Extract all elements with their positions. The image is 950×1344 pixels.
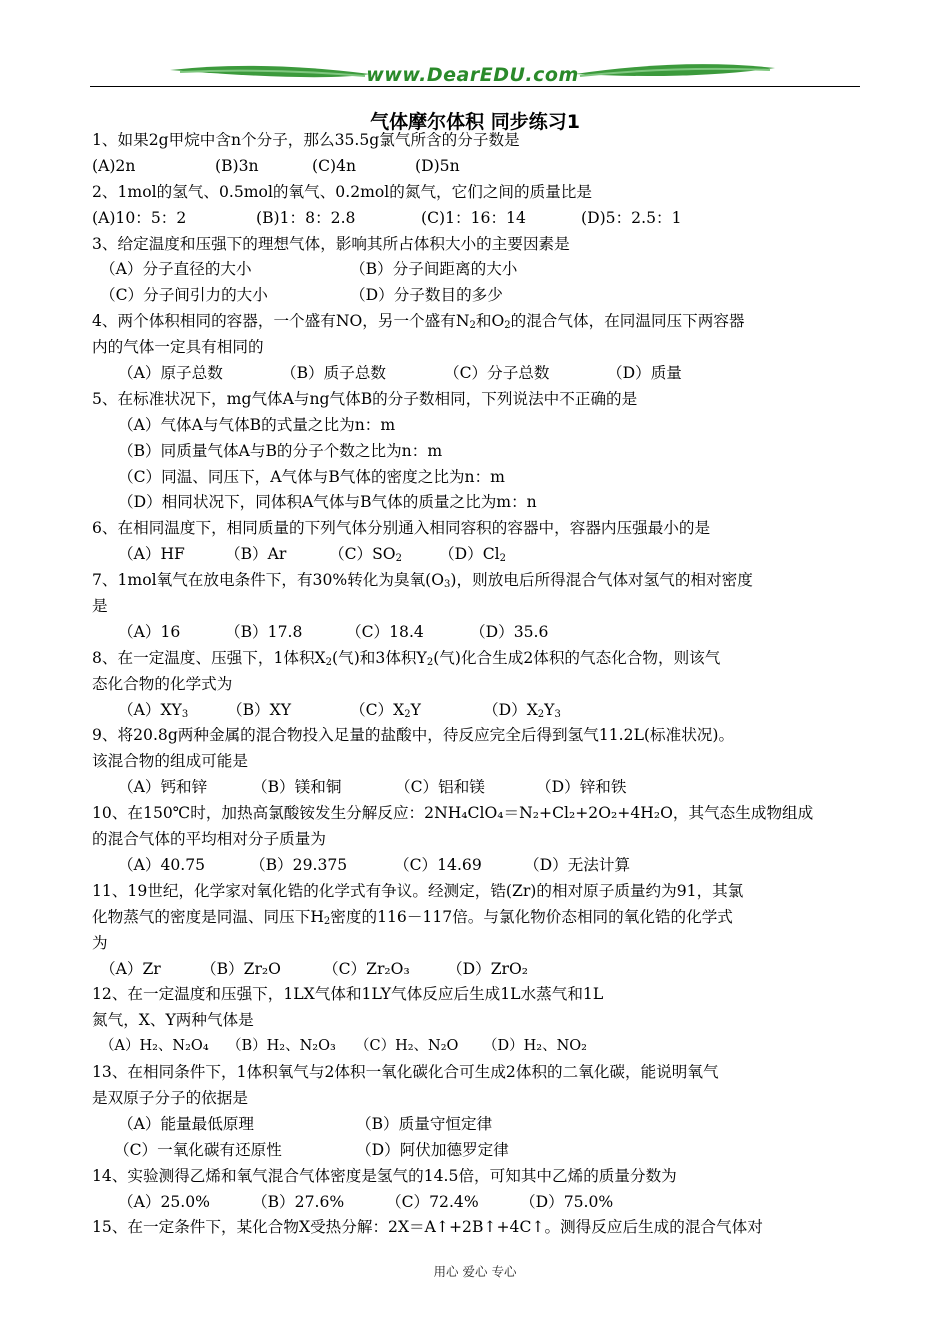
question-10-options [92,853,867,879]
option-c: （C）H₂、N₂O [355,1038,459,1055]
option-c: （C）分子间引力的大小 [100,286,268,305]
option-a: （A）原子总数 [118,364,223,383]
question-3-stem: 3、给定温度和压强下的理想气体，影响其所占体积大小的主要因素是 [92,234,570,253]
question-12-stem: 12、在一定温度和压强下，1LX气体和1LY气体反应后生成1L水蒸气和1L [92,985,604,1004]
question-1-options [92,154,867,180]
page-title: 气体摩尔体积 同步练习1 [370,111,580,133]
option-d: (D)5：2.5：1 [581,208,682,227]
question-1-stem: 1、如果2g甲烷中含n个分子，那么35.5g氯气所含的分子数是 [92,131,520,149]
option-a: $(A)XY_3$ [118,700,189,720]
option-b: （B）分子间距离的大小 [350,260,518,279]
option-b: （B）H₂、N₂O₃ [227,1038,336,1055]
option-a: （A）HF [118,545,185,564]
question-9-stem-cont: 该混合物的组成可能是 [92,752,248,771]
option-b: （B）29.375 [250,855,348,874]
option-c: （C）14.69 [394,855,482,874]
question-11-stem-cont: 化物蒸气的密度是同温、同压下$H_2$密度的116－117倍。与氯化物价态相同的氧化锆的化学式 [92,907,733,927]
option-d: $(D)X_2Y_3$ [483,700,561,720]
option-b: （B）镁和铜 [252,778,342,797]
option-c: （C）Zr₂O₃ [323,959,410,978]
option-a: （A）40.75 [118,855,206,874]
option-b: （B）XY [227,700,292,719]
question-7-stem-cont: 是 [92,597,108,616]
option-a: （A）H₂、N₂O₄ [100,1038,209,1055]
option-d: （D）无法计算 [524,855,631,874]
question-10-stem: 10、在150℃时，加热高氯酸铵发生分解反应：2NH₄ClO₄＝N₂+Cl₂+2O₂+4H₂O，其气态生成物组成 [92,804,814,823]
option-b: （B）Zr₂O [201,959,281,978]
page-footer: 用心 爱心 专心 [433,1264,517,1279]
question-11-options [92,957,867,983]
option-c: (C)1：16：14 [421,208,526,227]
header-rule [90,86,860,87]
option-b: （B）27.6% [252,1192,345,1211]
question-7-stem: 7、1mol氧气在放电条件下，有30%转化为臭氧$(O_3)$，则放电后所得混合气体对氢气的相对密度 [92,571,753,591]
question-list [92,128,867,1241]
option-c: （C）18.4 [346,622,424,641]
question-12-stem-cont: 氮气，X、Y两种气体是 [92,1011,254,1030]
question-7-options [92,620,867,646]
option-a: （A）能量最低原理 [118,1114,255,1133]
question-2-options [92,206,867,232]
option-d: （D）H₂、NO₂ [483,1038,587,1055]
question-10-stem-cont: 的混合气体的平均相对分子质量为 [92,830,326,849]
question-8-stem: 8、在一定温度、压强下，1体积$X_2$(气)和3体积$Y_2$(气)化合生成2体积的气态化合物，则该气 [92,648,721,668]
question-6-options [92,542,867,568]
option-d: (D)5n [415,156,460,175]
site-logo [170,52,775,98]
question-3-options-row2 [92,283,867,309]
option-a: （A）25.0% [118,1192,210,1211]
option-a: (A)2n [92,156,136,175]
option-b: （B）Ar [225,545,287,564]
question-2-stem: 2、1mol的氢气、0.5mol的氧气、0.2mol的氮气，它们之间的质量比是 [92,182,592,201]
option-b: （B）质量守恒定律 [356,1114,493,1133]
option-a: （A）气体A与气体B的式量之比为n：m [118,415,396,434]
question-9-stem: 9、将20.8g两种金属的混合物投入足量的盐酸中，待反应完全后得到氢气11.2L(标准状况)。 [92,726,735,745]
question-13-options-row2 [92,1138,867,1164]
question-4-stem: 4、两个体积相同的容器，一个盛有NO，另一个盛有$N_2$和$O_2$的混合气体，在同温同压下两容器 [92,312,745,332]
option-a: （A）Zr [100,959,161,978]
option-c: $(C)SO_2$ [329,545,402,565]
option-b: （B）质子总数 [281,364,387,383]
option-b: （B）17.8 [225,622,303,641]
option-d: （D）相同状况下，同体积A气体与B气体的质量之比为m：n [118,493,537,512]
option-a: （A）分子直径的大小 [100,260,252,279]
question-13-stem: 13、在相同条件下，1体积氧气与2体积一氧化碳化合可生成2体积的二氧化碳，能说明氧气 [92,1063,719,1082]
question-13-stem-cont: 是双原子分子的依据是 [92,1088,248,1107]
option-c: （C）铝和镁 [395,778,485,797]
option-b: (B)3n [215,156,259,175]
question-11-stem-cont2: 为 [92,933,108,952]
option-c: （C）分子总数 [444,364,550,383]
logo-text: www.DearEDU.com [366,64,579,86]
question-8-stem-cont: 态化合物的化学式为 [92,674,233,693]
question-14-stem: 14、实验测得乙烯和氧气混合气体密度是氢气的14.5倍，可知其中乙烯的质量分数为 [92,1166,677,1185]
option-a: （A）钙和锌 [118,778,208,797]
option-c: （C）一氧化碳有还原性 [114,1140,282,1159]
option-d: $(D)Cl_2$ [439,545,506,565]
option-d: （D）75.0% [520,1192,614,1211]
question-11-stem: 11、19世纪，化学家对氧化锆的化学式有争议。经测定，锆(Zr)的相对原子质量约为91，其氯 [92,881,744,900]
option-b: (B)1：8：2.8 [256,208,356,227]
question-15-stem: 15、在一定条件下，某化合物X受热分解：2X＝A↑+2B↑+4C↑。测得反应后生成的混合气体对 [92,1218,763,1237]
option-a: （A）16 [118,622,181,641]
question-14-options [92,1190,867,1216]
option-c: （C）72.4% [386,1192,479,1211]
option-d: （D）阿伏加德罗定律 [356,1140,509,1159]
question-9-options [92,775,867,801]
option-d: （D）质量 [607,364,682,383]
question-6-stem: 6、在相同温度下，相同质量的下列气体分别通入相同容积的容器中，容器内压强最小的是 [92,519,711,538]
option-d: （D）ZrO₂ [447,959,529,978]
question-5-stem: 5、在标准状况下，mg气体A与ng气体B的分子数相同，下列说法中不正确的是 [92,389,638,408]
option-c: （C）同温、同压下，A气体与B气体的密度之比为n：m [118,467,505,486]
option-d: （D）锌和铁 [536,778,627,797]
question-4-options [92,361,867,387]
question-8-options [92,698,867,724]
question-12-options [92,1034,867,1060]
option-b: （B）同质量气体A与B的分子个数之比为n：m [118,441,443,460]
option-c: $(C)X_2Y$ [350,700,421,720]
question-3-options-row1 [92,257,867,283]
option-c: (C)4n [312,156,357,175]
option-d: （D）35.6 [470,622,549,641]
option-d: （D）分子数目的多少 [350,286,503,305]
option-a: (A)10：5：2 [92,208,187,227]
question-4-stem-cont: 内的气体一定具有相同的 [92,338,264,357]
question-13-options-row1 [92,1112,867,1138]
